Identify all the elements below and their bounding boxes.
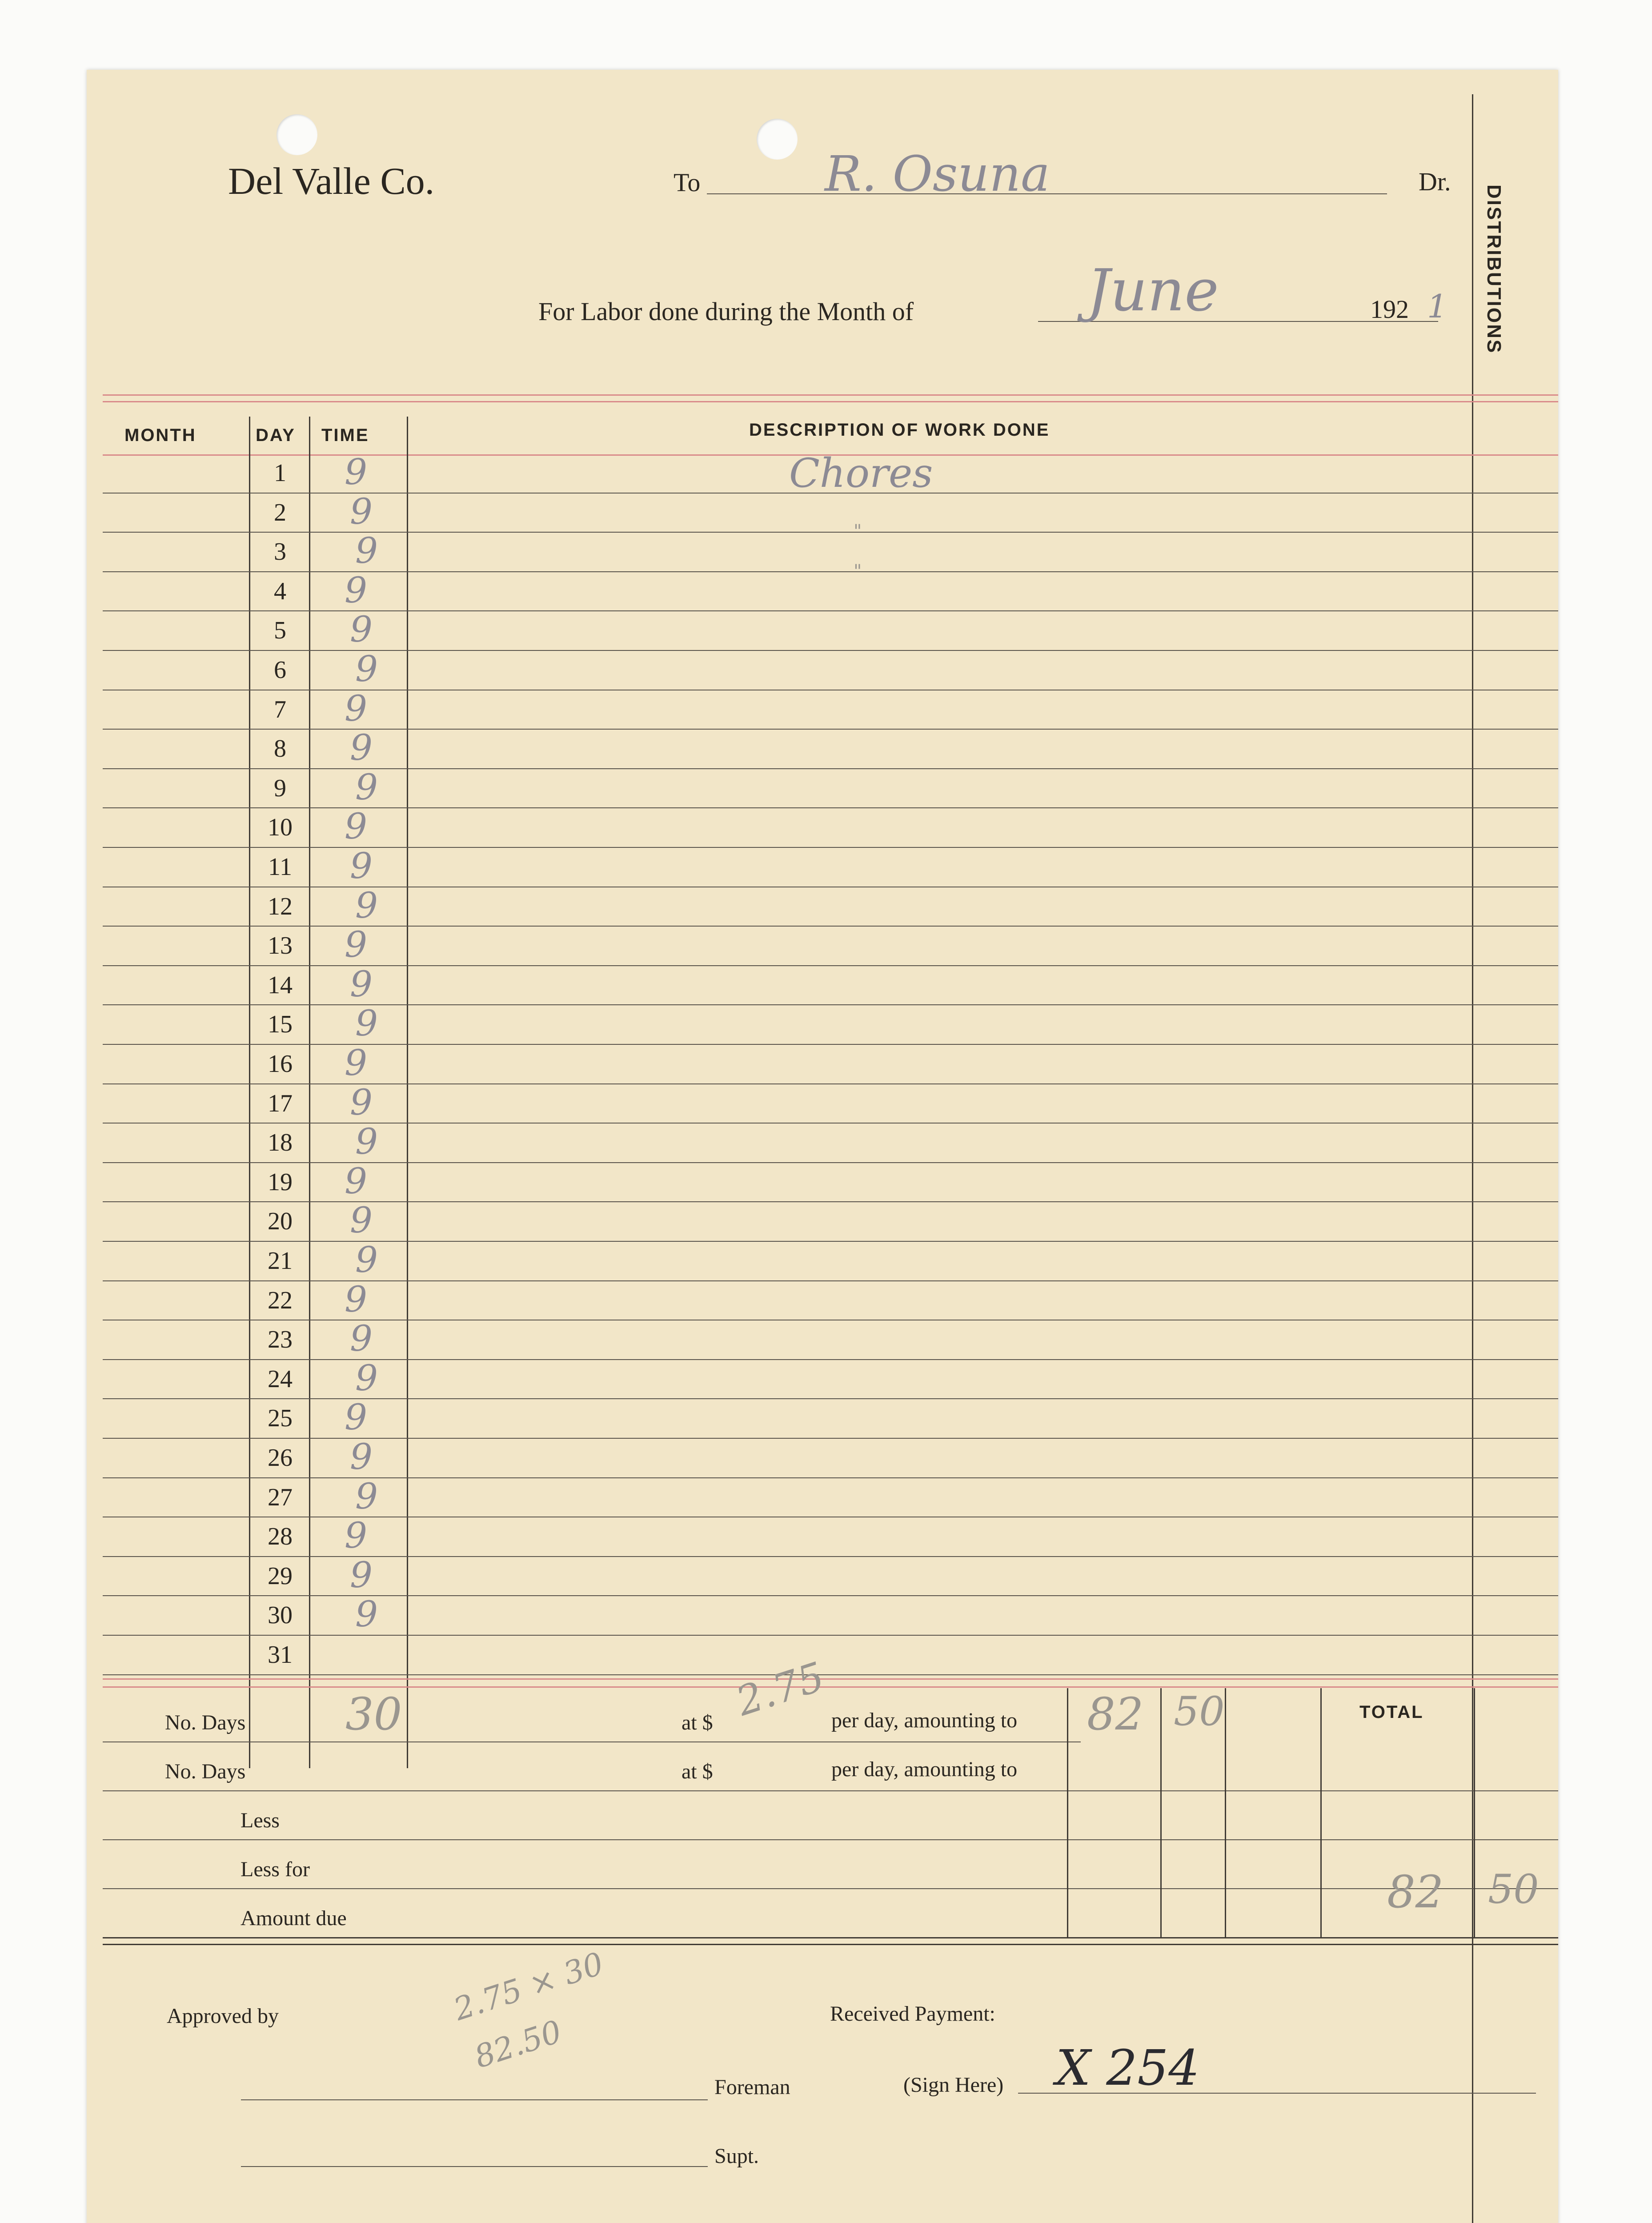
per-day-label-2: per day, amounting to [831, 1758, 1018, 1781]
amount-box-left [1067, 1688, 1068, 1937]
day-number: 29 [268, 1562, 293, 1590]
row-rule [103, 1635, 1558, 1636]
day-number: 4 [274, 577, 286, 605]
day-number: 16 [268, 1050, 293, 1078]
day-number: 15 [268, 1011, 293, 1039]
foreman-line [241, 2099, 708, 2100]
day-number: 6 [274, 656, 286, 684]
row-rule [103, 650, 1558, 651]
amount-box-cents [1160, 1688, 1162, 1937]
total-box-cents [1474, 1688, 1475, 1937]
day-number: 13 [268, 932, 293, 960]
labor-month-label: For Labor done during the Month of [538, 297, 914, 326]
at-label-1: at $ [682, 1711, 713, 1734]
day-number: 21 [268, 1247, 293, 1275]
time-value: 9 [345, 569, 367, 611]
col-desc-header: DESCRIPTION OF WORK DONE [749, 420, 1050, 440]
summary-bottom-rule-2 [103, 1944, 1558, 1945]
time-value: 9 [350, 963, 373, 1005]
row-rule [103, 1162, 1558, 1163]
time-value: 9 [355, 648, 378, 690]
row-rule [103, 807, 1558, 808]
time-value: 9 [355, 1475, 378, 1517]
approved-by-label: Approved by [167, 2004, 279, 2028]
day-number: 12 [268, 892, 293, 920]
day-number: 8 [274, 735, 286, 763]
labor-form-sheet [87, 70, 1558, 2223]
row-rule [103, 1595, 1558, 1596]
sign-here-label: (Sign Here) [903, 2073, 1004, 2097]
day-number: 18 [268, 1129, 293, 1157]
row-rule [103, 1674, 1558, 1675]
day-number: 23 [268, 1326, 293, 1354]
less-for-label: Less for [241, 1858, 310, 1881]
punch-hole-right [757, 119, 798, 160]
time-value: 9 [345, 451, 367, 493]
distributions-rule [1472, 94, 1473, 2223]
supt-line [241, 2166, 708, 2167]
day-number: 24 [268, 1365, 293, 1393]
amount-cents: 50 [1174, 1688, 1225, 1735]
to-name: R. Osuna [825, 145, 1050, 202]
distributions-label: DISTRIBUTIONS [1483, 185, 1505, 354]
total-box-left [1320, 1688, 1322, 1937]
day-number: 30 [268, 1601, 293, 1629]
desc-row-3: " [854, 561, 862, 582]
row-rule [103, 1477, 1558, 1478]
amount-due-label: Amount due [241, 1906, 347, 1930]
day-number: 2 [274, 498, 286, 526]
summary-line-1 [103, 1741, 1081, 1742]
time-value: 9 [355, 1121, 378, 1163]
time-value: 9 [350, 1081, 373, 1123]
summary-line-2 [103, 1790, 1558, 1791]
row-rule [103, 1201, 1558, 1202]
row-rule [103, 1280, 1558, 1281]
time-value: 9 [355, 1003, 378, 1044]
header-top-red-rule [103, 394, 1558, 396]
desc-row-2: " [854, 521, 862, 542]
time-value: 9 [345, 1278, 367, 1320]
day-number: 25 [268, 1404, 293, 1433]
day-number: 27 [268, 1483, 293, 1511]
day-number: 14 [268, 971, 293, 999]
signature-mark: X 254 [1056, 2039, 1200, 2096]
row-rule [103, 1123, 1558, 1124]
summary-bottom-rule [103, 1937, 1558, 1938]
time-value: 9 [355, 884, 378, 926]
year-printed: 192 [1370, 295, 1409, 324]
row-rule [103, 926, 1558, 927]
per-day-label-1: per day, amounting to [831, 1709, 1018, 1732]
col-time-header: TIME [321, 425, 369, 445]
row-rule [103, 1398, 1558, 1399]
row-rule [103, 1083, 1558, 1084]
amount-dollars: 82 [1087, 1688, 1144, 1740]
dr-label: Dr. [1419, 167, 1451, 196]
day-number: 3 [274, 538, 286, 566]
time-value: 9 [345, 1396, 367, 1438]
row-rule [103, 1004, 1558, 1005]
day-number: 20 [268, 1208, 293, 1236]
summary-line-3 [103, 1839, 1558, 1840]
time-value: 9 [350, 1436, 373, 1477]
row-rule [103, 532, 1558, 533]
received-payment-label: Received Payment: [830, 2002, 995, 2026]
day-number: 11 [268, 853, 292, 881]
row-rule [103, 1556, 1558, 1557]
total-cents: 50 [1488, 1866, 1539, 1913]
desc-col-left-rule [407, 417, 408, 1768]
time-value: 9 [355, 1357, 378, 1399]
desc-row-1: Chores [789, 450, 933, 497]
day-number: 28 [268, 1523, 293, 1551]
summary-top-red-rule [103, 1678, 1558, 1680]
total-label: TOTAL [1359, 1702, 1424, 1722]
row-rule [103, 768, 1558, 769]
summary-line-4 [103, 1888, 1558, 1889]
at-label-2: at $ [682, 1760, 713, 1783]
no-days-value: 30 [345, 1688, 402, 1740]
year-written: 1 [1427, 288, 1448, 325]
time-value: 9 [350, 1318, 373, 1360]
day-number: 7 [274, 695, 286, 723]
time-value: 9 [350, 490, 373, 532]
time-value: 9 [350, 727, 373, 769]
time-value: 9 [345, 1042, 367, 1083]
time-value: 9 [345, 924, 367, 966]
day-number: 5 [274, 617, 286, 645]
calc-line-2: 82.50 [470, 2013, 566, 2075]
company-name: Del Valle Co. [228, 160, 435, 202]
to-label: To [674, 168, 701, 197]
time-value: 9 [355, 766, 378, 808]
day-number: 17 [268, 1089, 293, 1117]
row-rule [103, 571, 1558, 572]
time-value: 9 [355, 530, 378, 572]
day-number: 10 [268, 814, 293, 842]
calc-line-1: 2.75 × 30 [449, 1945, 608, 2028]
time-value: 9 [355, 1239, 378, 1280]
time-value: 9 [350, 1200, 373, 1241]
row-rule [103, 610, 1558, 611]
row-rule [103, 1359, 1558, 1360]
day-number: 31 [268, 1641, 293, 1669]
row-rule [103, 1241, 1558, 1242]
time-value: 9 [345, 806, 367, 847]
row-rule [103, 1438, 1558, 1439]
header-top-red-rule-2 [103, 401, 1558, 402]
time-value: 9 [355, 1593, 378, 1635]
time-value: 9 [350, 609, 373, 650]
row-rule [103, 1044, 1558, 1045]
time-value: 9 [345, 1515, 367, 1557]
month-value: June [1087, 257, 1219, 324]
time-value: 9 [345, 1160, 367, 1202]
day-number: 22 [268, 1286, 293, 1314]
punch-hole-left [277, 114, 317, 155]
time-value: 9 [350, 1554, 373, 1596]
col-day-header: DAY [256, 425, 296, 445]
day-number: 26 [268, 1444, 293, 1472]
row-rule [103, 729, 1558, 730]
time-value: 9 [350, 845, 373, 887]
rate-value: 2.75 [730, 1653, 830, 1725]
day-number: 1 [274, 459, 286, 487]
col-month-header: MONTH [124, 425, 196, 445]
foreman-label: Foreman [714, 2075, 790, 2099]
day-number: 19 [268, 1168, 293, 1196]
no-days-label-1: No. Days [165, 1711, 246, 1734]
amount-box-right [1225, 1688, 1226, 1937]
time-value: 9 [345, 687, 367, 729]
row-rule [103, 847, 1558, 848]
summary-top-red-rule-2 [103, 1686, 1558, 1688]
total-dollars: 82 [1387, 1866, 1444, 1918]
supt-label: Supt. [714, 2144, 759, 2168]
day-number: 9 [274, 774, 286, 802]
no-days-label-2: No. Days [165, 1760, 246, 1783]
row-rule [103, 965, 1558, 966]
less-label: Less [241, 1809, 280, 1832]
